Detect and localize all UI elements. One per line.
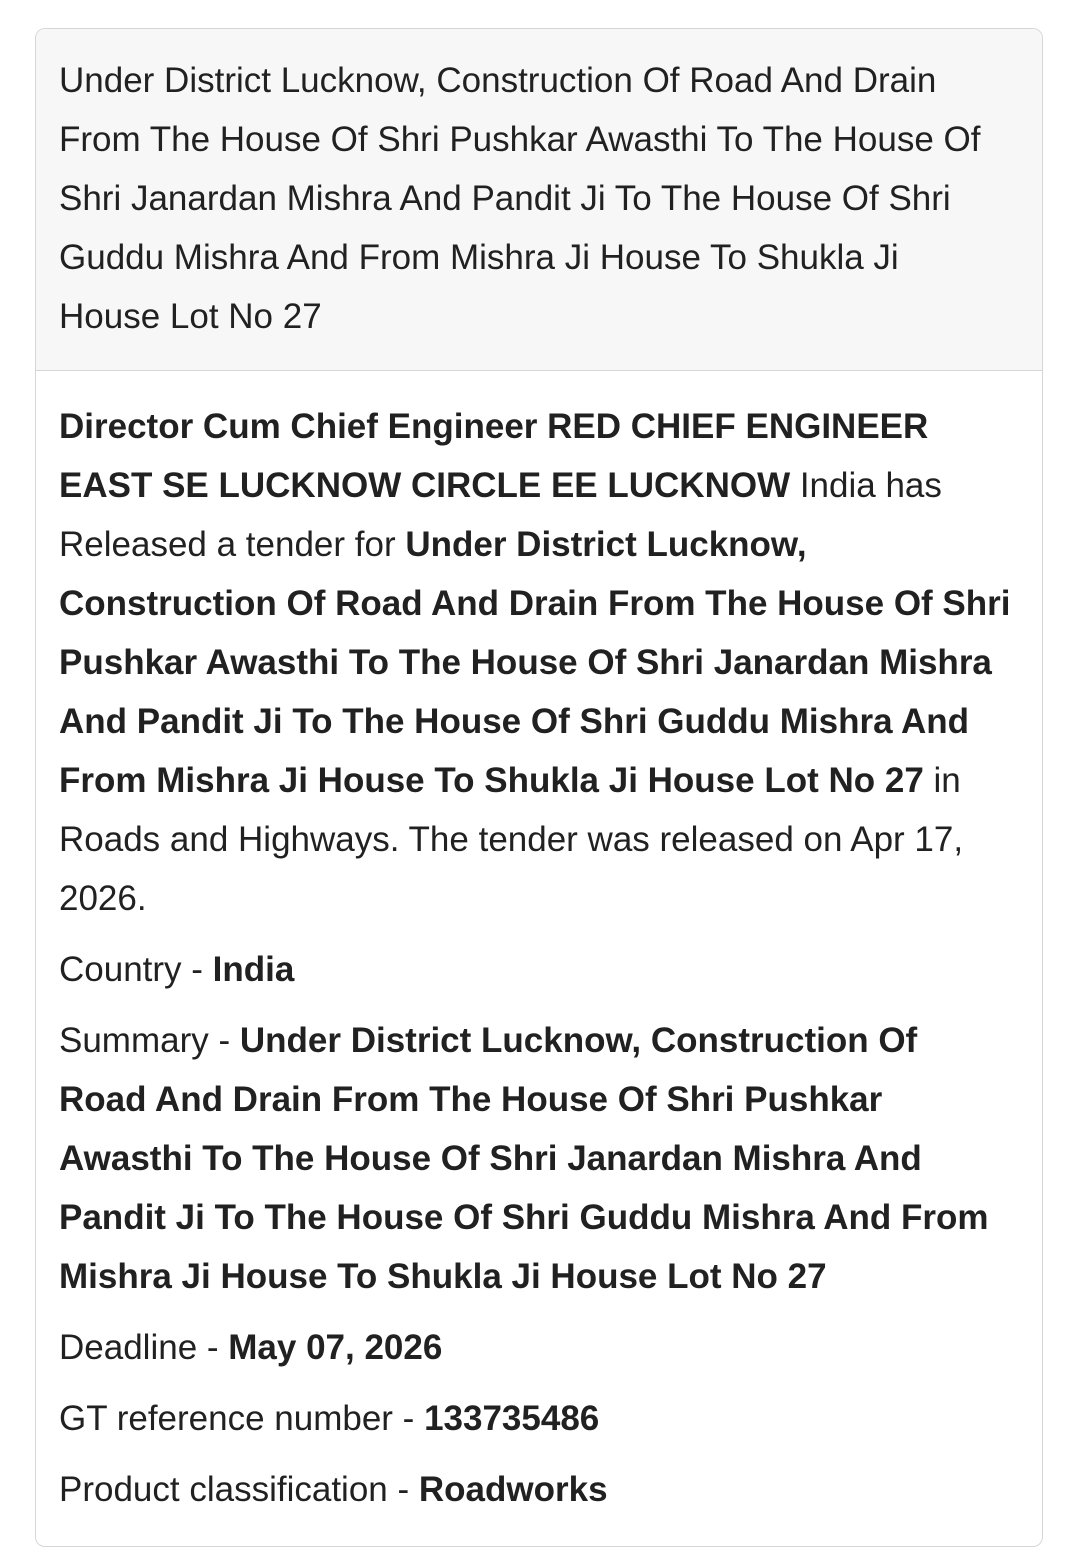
description-text: in Roads and Highways. The tender was released on Apr 17, 2026.: [59, 761, 964, 918]
field-label: Product classification -: [59, 1470, 419, 1509]
tender-details: [36, 371, 1042, 1519]
field-label: Summary -: [59, 1021, 240, 1060]
issuer: Director Cum Chief Engineer RED CHIEF ENGINEER EAST SE LUCKNOW CIRCLE EE LUCKNOW: [59, 407, 929, 505]
tender-description: [59, 397, 1012, 928]
field-summary: [59, 1011, 1012, 1306]
field-gt-reference: [59, 1389, 1012, 1448]
tender-title-header: [36, 29, 1042, 371]
description-title: Under District Lucknow, Construction Of Road And Drain From The House Of Shri Pushkar Awasthi To The House Of Shri Janardan Mishra And Pandit Ji To The House Of Shri Guddu Mishra And From Mishra Ji House To Shukla Ji House Lot No 27: [59, 525, 1011, 800]
field-country: [59, 940, 1012, 999]
tender-title: Under District Lucknow, Construction Of Road And Drain From The House Of Shri Pushkar Awasthi To The House Of Shri Janardan Mishra And Pandit Ji To The House Of Shri Guddu Mishra And From Mishra Ji House To Shukla Ji House Lot No 27: [59, 61, 981, 336]
field-product-classification: [59, 1460, 1012, 1519]
field-label: GT reference number -: [59, 1399, 425, 1438]
field-value: Under District Lucknow, Construction Of Road And Drain From The House Of Shri Pushkar Awasthi To The House Of Shri Janardan Mishra And Pandit Ji To The House Of Shri Guddu Mishra And From Mishra Ji House To Shukla Ji House Lot No 27: [59, 1021, 989, 1296]
field-value: May 07, 2026: [228, 1328, 443, 1367]
description-text: India has Released a tender for: [59, 466, 942, 564]
field-label: Country -: [59, 950, 213, 989]
field-value: 133735486: [424, 1399, 600, 1438]
field-deadline: [59, 1318, 1012, 1377]
field-value: Roadworks: [418, 1470, 608, 1509]
tender-card: [35, 28, 1043, 1547]
field-label: Deadline -: [59, 1328, 229, 1367]
field-value: India: [212, 950, 295, 989]
